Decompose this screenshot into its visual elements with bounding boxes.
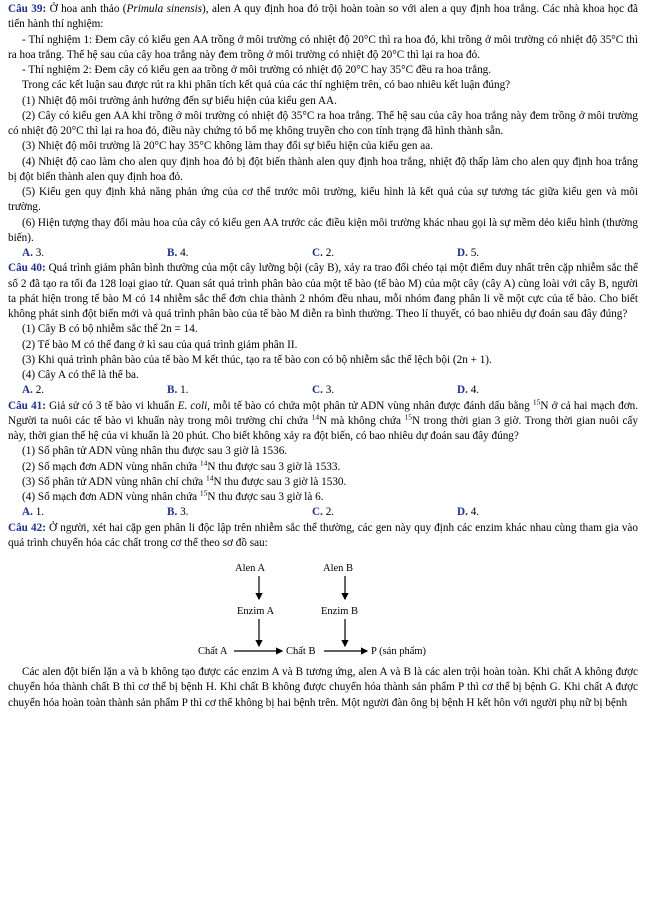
q41-statement-3: (3) Số phân tử ADN vùng nhân chỉ chứa $^{14}$N thu được sau 3 giờ là 1530. (22, 473, 347, 488)
diagram-alen-a: Alen A (235, 563, 266, 574)
q39-statement-5: (5) Kiểu gen quy định khả năng phản ứng của cơ thể trước môi trường, kiểu hình là kết quả của sự tương tác giữa kiểu gen và môi trường. (8, 186, 638, 214)
q40-options (8, 383, 638, 398)
q39-statement-4: (4) Nhiệt độ cao làm cho alen quy định hoa đỏ bị đột biến thành alen quy định hoa trắng, nhiệt độ thấp làm cho alen quy định hoa trắng bị đột biến thành alen quy định hoa đỏ. (8, 155, 638, 183)
q40-option-a[interactable]: A. 2. (22, 384, 45, 397)
q41-option-a[interactable]: A. 1. (22, 506, 45, 519)
diagram-product-p: P (sản phẩm) (371, 646, 427, 657)
q41-label: Câu 41: (8, 399, 46, 412)
q41-options (8, 505, 638, 520)
q40-intro: Câu 40: Quá trình giảm phân bình thường của một cây lưỡng bội (cây B), xảy ra trao đổi chéo tại một điểm duy nhất trên cặp nhiễm sắc thể số 2 đã tạo ra tối đa 128 loại giao tử. Quan sát quá trình phân bào của một tế bào (tế bào M) của một cây (cây A) cùng loài với cây B, người ta phát hiện trong tế bào M có 14 nhiễm sắc thể đơn chia thành 2 nhóm đều nhau, mỗi nhóm đang phân li về một cực của tế bào. Cho biết không phát sinh đột biến mới và quá trình phân bào của tế bào M diễn ra bình thường. Theo lí thuyết, có bao nhiêu dự đoán sau đây đúng? (8, 262, 638, 320)
q39-statement-2: (2) Cây có kiểu gen AA khi trồng ở môi trường có nhiệt độ 35°C ra hoa trắng. Thế hệ sau của cây hoa trắng này đem trồng ở môi trường có nhiệt độ 20°C thì lại ra hoa đỏ, điều này chứng tỏ bố mẹ không truyền cho con tính trạng đã hình thành sẵn. (8, 109, 638, 137)
diagram-enzim-b: Enzim B (321, 606, 359, 617)
q40-statement-4: (4) Cây A có thể là thể ba. (22, 369, 139, 381)
q42-description: Các alen đột biến lặn a và b không tạo được các enzim A và B tương ứng, alen A và B là các alen trội hoàn toàn. Khi chất A không được chuyển hóa thành chất B thì cơ thể bị bệnh H. Khi chất B không được chuyển hóa thành sản phẩm P thì cơ thể bị bệnh G. Khi chất A được chuyển hóa hoàn toàn thành sản phẩm P thì cơ thể không bị hai bệnh trên. Một người đàn ông bị bệnh H kết hôn với người phụ nữ bị bệnh (8, 666, 638, 709)
q41-statement-1: (1) Số phân tử ADN vùng nhân thu được sau 3 giờ là 1536. (22, 445, 288, 458)
q39-experiment-2: - Thí nghiệm 2: Đem cây có kiểu gen aa trồng ở môi trường có nhiệt độ 20°C hay 35°C đều ra hoa trắng. (22, 64, 492, 76)
q39-question: Trong các kết luận sau được rút ra khi phân tích kết quả của các thí nghiệm trên, có bao nhiêu kết luận đúng? (22, 79, 511, 92)
q39-option-d[interactable]: D. 5. (457, 247, 480, 259)
q39-experiment-1: - Thí nghiệm 1: Đem cây có kiểu gen AA trồng ở môi trường có nhiệt độ 20°C thì ra hoa đỏ, khi trồng ở môi trường có nhiệt độ 35°C thì ra hoa trắng. Thế hệ sau của cây hoa trắng này đem trồng ở môi trường có nhiệt độ 20°C thì lại ra hoa đỏ. (8, 33, 638, 61)
q41-option-c[interactable]: C. 2. (312, 506, 335, 519)
q39-intro: Câu 39: Ở hoa anh thảo (Primula sinensis), alen A quy định hoa đỏ trội hoàn toàn so với alen a quy định hoa trắng. Các nhà khoa học đã tiến hành thí nghiệm: (8, 3, 638, 31)
q39-statement-6: (6) Hiện tượng thay đổi màu hoa của cây có kiểu gen AA trước các điều kiện môi trường khác nhau gọi là sự mềm dẻo kiểu hình (thường biến). (8, 216, 638, 244)
q40-statement-2: (2) Tế bào M có thể đang ở kì sau của quá trình giảm phân II. (22, 338, 298, 351)
diagram-enzim-a: Enzim A (237, 606, 275, 617)
q39-statement-3: (3) Nhiệt độ môi trường là 20°C hay 35°C không làm thay đổi sự biểu hiện của kiểu gen aa. (22, 140, 434, 153)
q41-ecoli: E. coli (177, 399, 208, 412)
q40-option-d[interactable]: D. 4. (457, 384, 480, 397)
metabolic-pathway-diagram (8, 561, 638, 661)
q40-label: Câu 40: (8, 262, 46, 275)
q40-option-c[interactable]: C. 3. (312, 384, 335, 397)
q41-option-b[interactable]: B. 3. (167, 506, 189, 519)
diagram-chat-b: Chất B (286, 646, 316, 657)
q39-options (8, 246, 638, 261)
diagram-arrows (8, 561, 638, 661)
diagram-alen-b: Alen B (323, 563, 354, 574)
q39-statement-1: (1) Nhiệt độ môi trường ảnh hưởng đến sự biểu hiện của kiểu gen AA. (22, 94, 337, 107)
q42-label: Câu 42: (8, 521, 46, 534)
q39-label: Câu 39: (8, 3, 47, 15)
diagram-chat-a: Chất A (198, 646, 228, 657)
q39-species: Primula sinensis (126, 3, 203, 15)
q40-statement-3: (3) Khi quá trình phân bào của tế bào M kết thúc, tạo ra tế bào con có bộ nhiễm sắc thể lệch bội (2n + 1). (22, 353, 492, 366)
q41-statement-2: (2) Số mạch đơn ADN vùng nhân chứa $^{14}$N thu được sau 3 giờ là 1533. (22, 457, 341, 473)
q39-option-b[interactable]: B. 4. (167, 247, 189, 259)
q39-option-a[interactable]: A. 3. (22, 247, 45, 259)
q42-intro: Câu 42: Ở người, xét hai cặp gen phân li độc lập trên nhiễm sắc thể thường, các gen này quy định các enzim khác nhau cùng tham gia vào quá trình chuyển hóa các chất trong cơ thể theo sơ đồ sau: (8, 521, 638, 549)
q40-option-b[interactable]: B. 1. (167, 384, 189, 397)
q41-intro: Câu 41: Giả sử có 3 tế bào vi khuẩn E. coli, mỗi tế bào có chứa một phân tử ADN vùng nhân được đánh dấu bằng $^{15}$N ở cả hai mạch đơn. Người ta nuôi các tế bào vi khuẩn này trong môi trường chỉ chứa $^{14}$N mà không chứa $^{15}$N trong thời gian 3 giờ. Trong thời gian nuôi cấy này, thời gian thế hệ của vi khuẩn là 20 phút. Cho biết không xảy ra đột biến, có bao nhiêu dự đoán sau đây đúng? (8, 396, 639, 442)
q39-option-c[interactable]: C. 2. (312, 247, 335, 259)
q41-statement-4: (4) Số mạch đơn ADN vùng nhân chứa $^{15}$N thu được sau 3 giờ là 6. (22, 488, 324, 503)
q40-statement-1: (1) Cây B có bộ nhiễm sắc thể 2n = 14. (22, 323, 198, 336)
q41-option-d[interactable]: D. 4. (457, 506, 480, 519)
